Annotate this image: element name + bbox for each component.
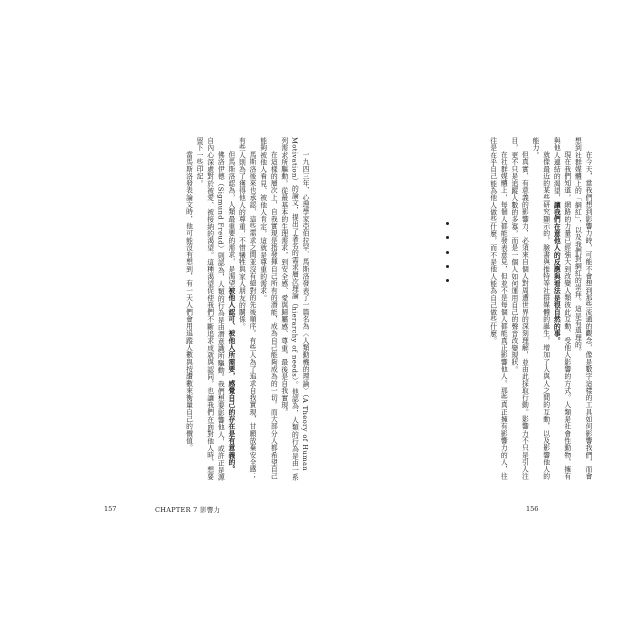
ornament-dot (446, 222, 449, 225)
paragraph: 現在我們知道，網路的力量已經強大到改變人類彼此互動、受他人影響的方式。人類是社會性動物，擁有與他人連結的渴望，讓我們在意他人的反應與看法是很自然的事。 (552, 137, 571, 480)
paragraph: 佛洛伊德（Sigmund Freud）則認為，人類的行為是由潛意識所驅動。我們想要影響他人，或許正是源自內心深處對於被愛、被接納的渴望。這種渴望促使我們不斷追求成就與認同，也讓我們在面對他人時，想要留下一些印記。 (195, 137, 225, 481)
ornament-dot (446, 265, 449, 268)
paragraph: 在今天，當我們想到影響力時，可能不會想到那些流通的觀念，像是數字這樣的工具如何影響我們，而會想到社群媒體上的「網紅」，以及我們對網紅的崇拜。這是有道理的。 (573, 137, 592, 480)
paragraph: 在社群媒體上，每個人都能發表意見，但並不是每個人都能真正影響他人。那些真正擁有影響力的人，往往是在乎自己能為他人做些什麼，而不是他人能為自己做些什麼。 (488, 137, 508, 480)
ornament-dot (446, 236, 449, 239)
paragraph: 馬斯洛後來也承認，這些需求之間並沒有絕對的先後順序。有些人為了追求自我實現，甘願放棄安全感；有些人則為了獲得他人的尊重，不惜犧牲與家人朋友的關係。 (237, 137, 257, 480)
paragraph: 但馬斯洛認為，人類最重要的需求，是渴望被他人認可、被他人所需要，感覺自己的存在是有意義的。 (226, 150, 235, 473)
running-head: CHAPTER 7 影響力 (155, 506, 221, 514)
paragraph: 就像最近的某些研究顯示的，臉書與推特等社群媒體的誕生，增加了人與人之間的互動，以及影響他人的能力。 (531, 137, 550, 480)
right-page-number: 156 (526, 505, 539, 513)
ornament-dot (446, 251, 449, 254)
paragraph: 但真實、有意義的影響力，必須來自個人對周遭世界的深刻理解，並由此採取行動。影響力不只是引人注目，更不只是追蹤人數的多寡，而是一個人如何運用自己的聲音改變現狀。 (509, 137, 529, 480)
left-page-body (106, 137, 310, 482)
emphasis-text: 被他人認可、被他人所需要，感覺自己的存在是有意義的。 (226, 286, 235, 473)
paragraph: 一九四三年，心理學家亞伯拉罕．馬斯洛發表了一篇名為〈人類動機的理論〉（A Theory of Human Motivation）的論文，提出了著名的需求層次理論（hierarchy of needs）。他認為，人類的行為是由一系列需求所驅動，從最基本的生理需求，到安全感、愛與歸屬感、尊重，最後是自我實現。 (279, 137, 309, 481)
ornament-dot (446, 279, 449, 282)
right-page-body (347, 137, 593, 482)
emphasis-text: 讓我們在意他人的反應與看法是很自然的事。 (552, 201, 561, 345)
paragraph: 在這樣的層次上，自我實現是指發揮自己所有的潛能，成為自己能夠成為的一切。而大部分人都希望自己能夠被他人看見、被他人肯定，這就是尊重的需求。 (258, 137, 278, 480)
left-page-number: 157 (104, 505, 117, 513)
paragraph: 當馬斯洛發表論文時，他可能沒有想到，有一天人們會用追蹤人數與按讚數來衡量自己的價值。 (184, 150, 193, 451)
section-break-ornament (444, 222, 450, 282)
